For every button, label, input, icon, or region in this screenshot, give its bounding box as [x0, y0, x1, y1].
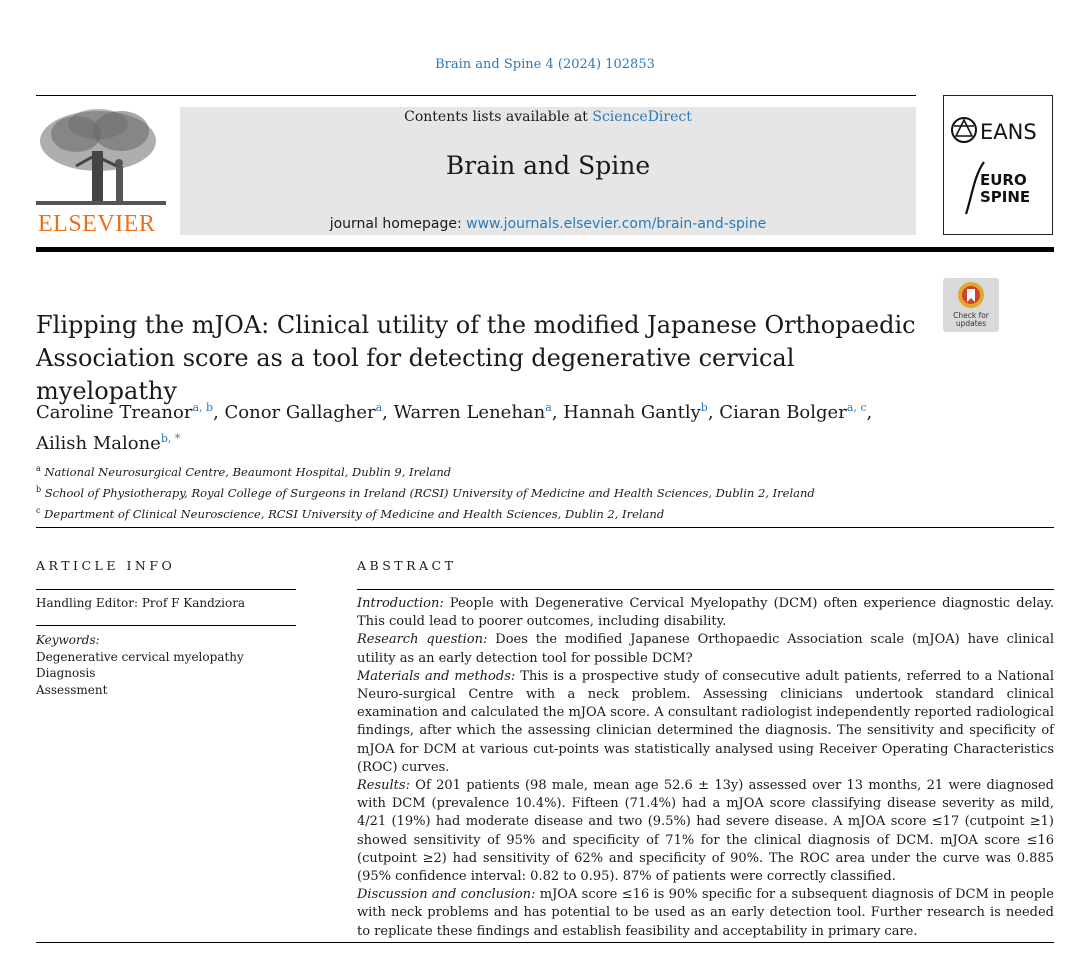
author-name[interactable]: Conor Gallagher [224, 402, 376, 423]
affiliation-list [36, 460, 936, 522]
affiliation-mark: a [36, 464, 41, 473]
affiliation-text: National Neurosurgical Centre, Beaumont Hospital, Dublin 9, Ireland [44, 464, 452, 479]
abstract-section [357, 886, 1054, 941]
abstract-section-text: People with Degenerative Cervical Myelopathy (DCM) often experience diagnostic delay. This could lead to poorer outcomes, including disability. [357, 596, 1054, 630]
journal-homepage-link[interactable]: www.journals.elsevier.com/brain-and-spine [466, 216, 767, 232]
author-name[interactable]: Ciaran Bolger [719, 402, 847, 423]
contents-line [180, 109, 916, 125]
author-affiliation-mark[interactable]: a [545, 401, 552, 414]
abstract-body [357, 595, 1054, 941]
author-affiliation-mark[interactable]: a [375, 401, 383, 414]
author-affiliation-mark[interactable]: b, * [160, 432, 181, 445]
eans-logo [952, 118, 1037, 144]
abstract-section-label: Research question: [357, 632, 488, 648]
affiliation-item [36, 502, 936, 523]
author-name[interactable]: Ailish Malone [36, 433, 161, 454]
homepage-prefix: journal homepage: [329, 216, 467, 232]
contents-prefix: Contents lists available at [404, 109, 593, 125]
abstract-section-label: Introduction: [357, 596, 444, 611]
abstract-section-text: This is a prospective study of consecutive adult patients, referred to a National Neuro-surgical Centre with a neck problem. Assessing clinicians undertook standard clinical examination and calculated the mJOA score. A consultant radiologist independently reported radiological findings, after which the assessing clinician determined the diagnosis. The sensitivity and specificity of mJOA for DCM at various cut-points was statistically analysed using Receiver Operating Characteristics (ROC) curves. [357, 668, 1054, 775]
abstract-section [357, 777, 1054, 886]
abstract-section-text: mJOA score ≤16 is 90% specific for a subsequent diagnosis of DCM in people with neck problems and has potential to be used as an early detection tool. Further research is needed to replicate these findings and establish feasibility and acceptability in primary care. [357, 887, 1055, 939]
journal-title: Brain and Spine [445, 151, 651, 180]
author-name[interactable]: Hannah Gantly [563, 402, 701, 423]
abstract-section-label: Discussion and conclusion: [357, 887, 536, 903]
keyword-item: Diagnosis [36, 666, 96, 680]
journal-citation[interactable]: Brain and Spine 4 (2024) 102853 [435, 57, 655, 72]
keywords-divider [36, 625, 296, 626]
abstract-section [357, 631, 1054, 667]
author-name[interactable]: Warren Lenehan [393, 402, 546, 423]
keyword-item: Degenerative cervical myelopathy [36, 649, 244, 664]
article-info-heading: ARTICLE INFO [36, 558, 176, 573]
author-list: Caroline Treanor$^{a, b}$, Conor Gallagher$^a$, Warren Lenehan$^a$, Hannah Gantly$^b$, Ciaran Bolger$^{a, c}$, Ailish Malone$^{b, *}$ [36, 401, 873, 454]
eans-text: EANS [980, 120, 1037, 144]
society-logos [943, 95, 1053, 235]
masthead-divider [36, 247, 1054, 252]
euro-text: EURO [980, 171, 1027, 189]
sciencedirect-link[interactable]: ScienceDirect [592, 109, 692, 125]
eurospine-logo [966, 162, 1030, 214]
spine-text: SPINE [980, 188, 1031, 206]
author-affiliation-mark[interactable]: a, b [192, 401, 214, 414]
author-affiliation-mark[interactable]: a, c [846, 401, 867, 414]
keywords-heading: Keywords: [36, 633, 100, 647]
check-updates-line1: Check for [953, 311, 989, 320]
abstract-section [357, 668, 1054, 777]
affiliation-text: School of Physiotherapy, Royal College of Surgeons in Ireland (RCSI) University of Medicine and Health Sciences, Dublin 2, Ireland [44, 485, 815, 500]
check-for-updates-button[interactable] [943, 278, 999, 332]
elsevier-wordmark: ELSEVIER [38, 211, 156, 237]
abstract-heading: ABSTRACT [357, 558, 457, 573]
handling-editor: Handling Editor: Prof F Kandziora [36, 596, 246, 610]
abstract-section-label: Results: [357, 778, 410, 794]
affiliation-item [36, 481, 936, 502]
author-affiliation-mark[interactable]: b [700, 401, 708, 414]
affiliation-mark: b [36, 484, 42, 494]
keywords-block [36, 632, 244, 698]
affiliation-item [36, 460, 936, 481]
article-info-divider [36, 589, 296, 590]
top-divider [36, 95, 916, 96]
affiliation-mark: c [36, 505, 41, 515]
abstract-section-text: Does the modified Japanese Orthopaedic Association scale (mJOA) have clinical utility as an early detection tool for possible DCM? [357, 632, 1054, 666]
abstract-divider [357, 589, 1054, 590]
section-divider [36, 527, 1054, 528]
abstract-section-text: Of 201 patients (98 male, mean age 52.6 ± 13y) assessed over 13 months, 21 were diagnosed with DCM (prevalence 10.4%). Fifteen (71.4%) had a mJOA score classifying disease severity as mild, 4/21 (19%) had moderate disease and two (9.5%) had severe disease. A mJOA score ≤17 (cutpoint ≥1) showed sensitivity of 95% and specificity of 71% for the clinical diagnosis of DCM. mJOA score ≤16 (cutpoint ≥2) had sensitivity of 62% and specificity of 90%. The ROC area under the curve was 0.885 (95% confidence interval: 0.82 to 0.95). 87% of patients were correctly classified. [357, 778, 1054, 885]
author-name[interactable]: Caroline Treanor [36, 402, 193, 423]
affiliation-text: Department of Clinical Neuroscience, RCSI University of Medicine and Health Sciences, Dublin 2, Ireland [44, 506, 665, 521]
keyword-item: Assessment [36, 682, 108, 697]
abstract-section [357, 595, 1054, 631]
bottom-divider [36, 942, 1054, 943]
article-title: Flipping the mJOA: Clinical utility of the modified Japanese Orthopaedic Association score as a tool for detecting degenerative cervical myelopathy [36, 311, 916, 405]
abstract-section-label: Materials and methods: [357, 668, 516, 684]
check-updates-line2: updates [955, 319, 987, 328]
journal-masthead [180, 107, 916, 235]
homepage-line [180, 216, 916, 232]
